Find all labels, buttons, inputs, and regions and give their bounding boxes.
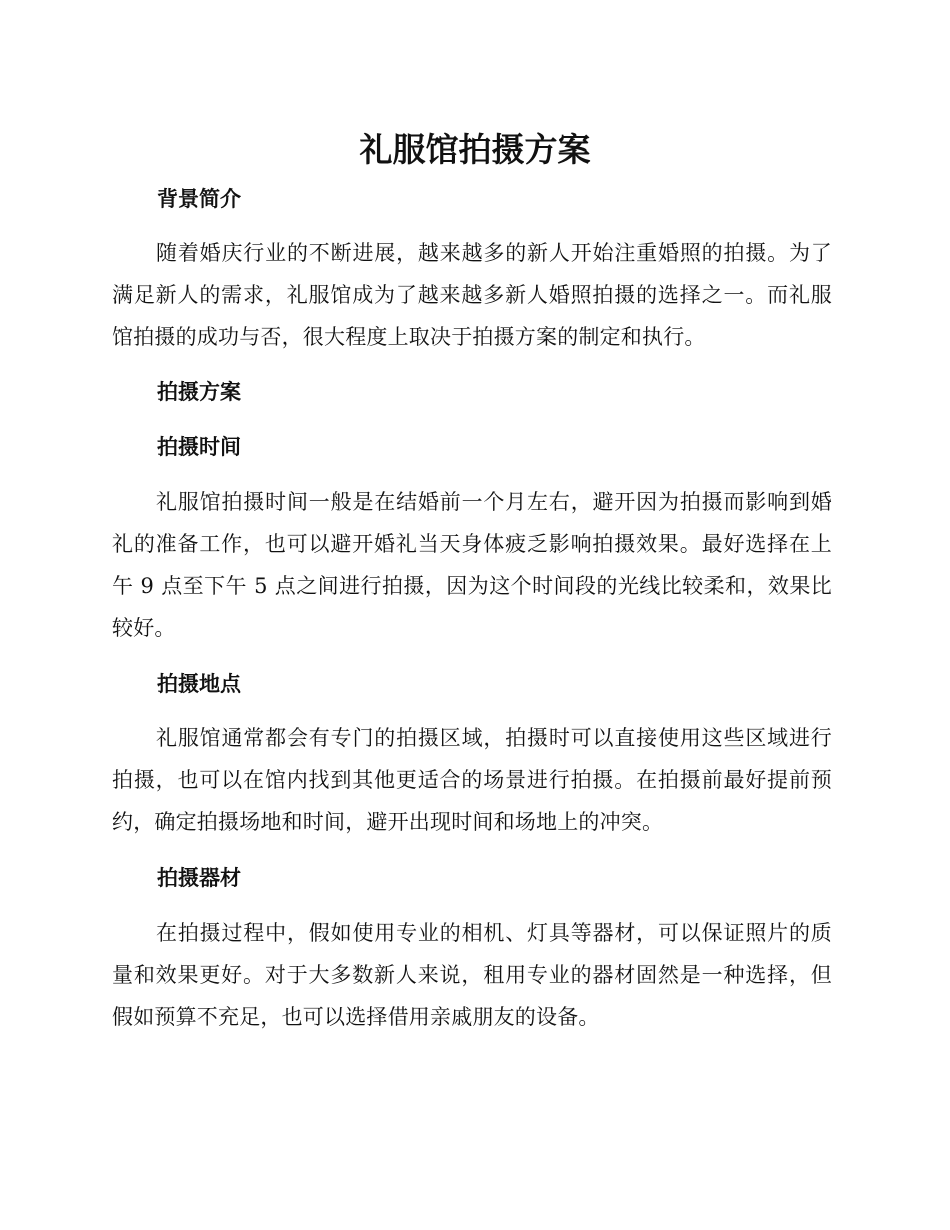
- section-heading-equipment: 拍摄器材: [157, 866, 241, 890]
- section-paragraph-location: 礼服馆通常都会有专门的拍摄区域，拍摄时可以直接使用这些区域进行拍摄，也可以在馆内找到其他更适合的场景进行拍摄。在拍摄前最好提前预约，确定拍摄场地和时间，避开出现时间和场地上的冲突。: [112, 726, 832, 834]
- section-heading-time: 拍摄时间: [157, 435, 241, 459]
- section-heading-location: 拍摄地点: [157, 672, 241, 696]
- document-title: 礼服馆拍摄方案: [359, 130, 591, 169]
- section-heading-plan: 拍摄方案: [157, 380, 241, 404]
- section-paragraph-time: 礼服馆拍摄时间一般是在结婚前一个月左右，避开因为拍摄而影响到婚礼的准备工作，也可以避开婚礼当天身体疲乏影响拍摄效果。最好选择在上午 9 点至下午 5 点之间进行拍摄，因为这个时间段的光线比较柔和，效果比较好。: [112, 490, 832, 640]
- section-paragraph-background: 随着婚庆行业的不断进展，越来越多的新人开始注重婚照的拍摄。为了满足新人的需求，礼服馆成为了越来越多新人婚照拍摄的选择之一。而礼服馆拍摄的成功与否，很大程度上取决于拍摄方案的制定和执行。: [112, 241, 832, 349]
- section-heading-background: 背景简介: [157, 187, 241, 211]
- section-paragraph-equipment: 在拍摄过程中，假如使用专业的相机、灯具等器材，可以保证照片的质量和效果更好。对于大多数新人来说，租用专业的器材固然是一种选择，但假如预算不充足，也可以选择借用亲戚朋友的设备。: [112, 921, 832, 1029]
